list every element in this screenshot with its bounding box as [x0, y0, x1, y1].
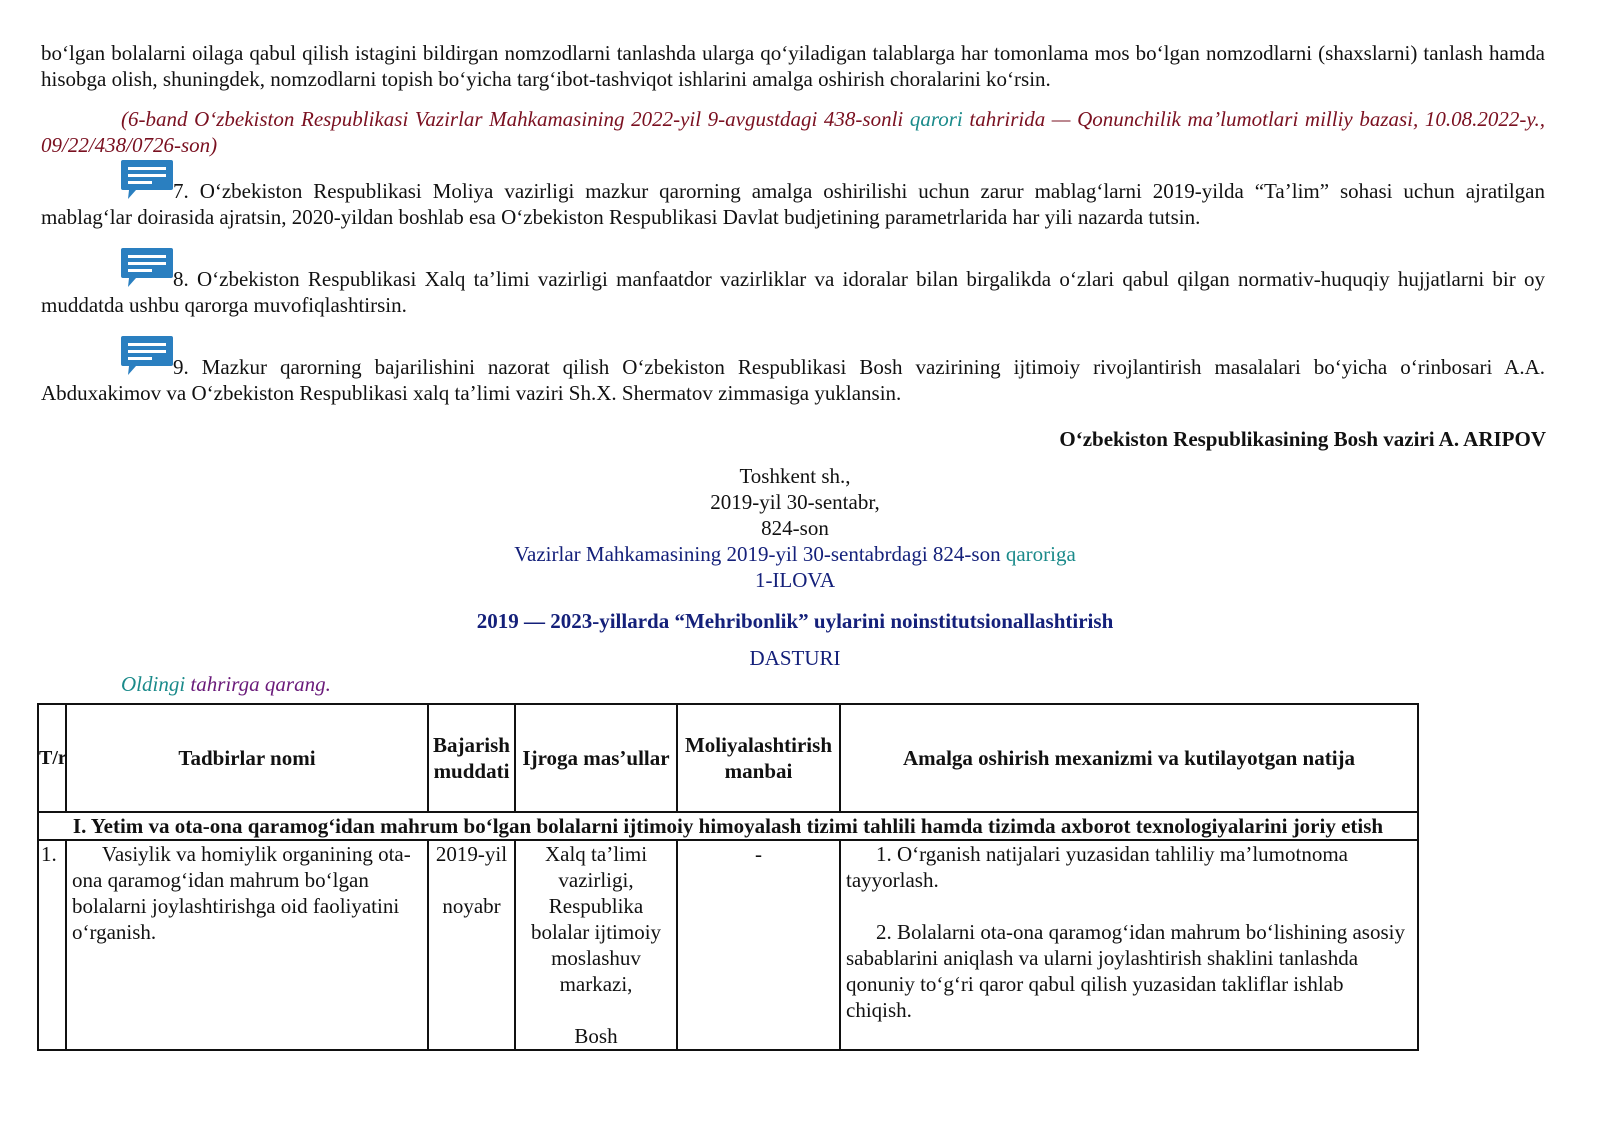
annex-label: 1-ILOVA: [754, 568, 836, 592]
table-header-row: [38, 704, 1418, 812]
decree-item-7: 7. O‘zbekiston Respublikasi Moliya vazirligi mazkur qarorning amalga oshirilishi uchun zarur mablag‘larni 2019-yilda “Ta’lim” sohasi uchun ajratilgan mablag‘lar doirasida ajratsin, 2020-yildan boshlab esa O‘zbekiston Respublikasi Davlat budjetining parametrlarida har yili nazarda tutsin.: [41, 179, 1545, 229]
amendment-note: [41, 106, 1545, 158]
section-title: I. Yetim va ota-ona qaramog‘idan mahrum bo‘lgan bolalarni ijtimoiy himoyalash tizimi tahlili hamda tizimda axborot texnologiyalarini joriy etish: [38, 812, 1418, 840]
decree-item-8: 8. O‘zbekiston Respublikasi Xalq ta’limi vazirligi manfaatdor vazirliklar va idoralar bilan birgalikda o‘zlari qabul qilgan normativ-huquqiy hujjatlarni bir oy muddatda ushbu qarorga muvofiqlashtirsin.: [41, 267, 1545, 317]
mechanism-point-2: 2. Bolalarni ota-ona qaramog‘idan mahrum bo‘lishining asosiy sabablarini aniqlash va ularni joylashtirish shaklini tanlashda qonuniy to‘g‘ri qaror qabul qilish yuzasidan takliflar ishlab chiqish.: [846, 920, 1405, 1022]
cell-executors: [515, 840, 677, 1050]
cell-mechanism: [840, 840, 1418, 1050]
amendment-note-text-end: tahririda — Qonunchilik ma’lumotlari milliy bazasi, 10.08.2022-y., 09/22/438/0726-son): [41, 107, 1545, 157]
header-deadline: Bajarish muddati: [428, 704, 515, 812]
annex-reference: [0, 541, 1590, 567]
executors-text: Xalq ta’limi vazirligi, Respublika bolalar ijtimoiy moslashuv markazi,: [530, 842, 662, 996]
header-event-name: Tadbirlar nomi: [66, 704, 428, 812]
table-row: [38, 840, 1418, 1050]
header-funding: Moliyalashtirish manbai: [677, 704, 840, 812]
cell-number: 1.: [38, 840, 66, 1050]
decree-item-9: 9. Mazkur qarorning bajarilishini nazorat qilish O‘zbekiston Respublikasi Bosh vazirining ijtimoiy rivojlantirish masalalari bo‘yicha o‘rinbosari A.A. Abduxakimov va O‘zbekiston Respublikasi xalq ta’limi vaziri Sh.X. Shermatov zimmasiga yuklansin.: [41, 355, 1545, 405]
mechanism-point-1: 1. O‘rganish natijalari yuzasidan tahliliy ma’lumotnoma tayyorlash.: [846, 842, 1348, 892]
amendment-note-text: (6-band O‘zbekiston Respublikasi Vazirlar Mahkamasining 2022-yil 9-avgustdagi 438-sonli: [121, 107, 910, 131]
program-title: 2019 — 2023-yillarda “Mehribonlik” uylarini noinstitutsionallashtirish: [476, 609, 1114, 633]
deadline-month: noyabr: [442, 894, 501, 918]
previous-edition-note: [121, 671, 331, 697]
cell-funding: -: [677, 840, 840, 1050]
date: 2019-yil 30-sentabr,: [710, 490, 880, 514]
signature: O‘zbekiston Respublikasining Bosh vaziri A. ARIPOV: [1059, 427, 1546, 451]
deadline-year: 2019-yil: [435, 842, 508, 866]
paragraph-continuation: bo‘lgan bolalarni oilaga qabul qilish istagini bildirgan nomzodlarni tanlashda ularga qo‘yiladigan talablarga har tomonlama mos bo‘lgan nomzodlarni (shaxslarni) tanlash hamda hisobga olish, shuningdek, nomzodlarni topish bo‘yicha targ‘ibot-tashviqot ishlarini amalga oshirish choralarini ko‘rsin.: [41, 41, 1545, 91]
header-number: T/r: [38, 704, 66, 812]
previous-edition-link-text[interactable]: tahrirga qarang.: [185, 672, 331, 696]
section-row: [38, 812, 1418, 840]
header-mechanism: Amalga oshirish mexanizmi va kutilayotgan natija: [840, 704, 1418, 812]
annex-reference-text: Vazirlar Mahkamasining 2019-yil 30-sentabrdagi 824-son: [514, 542, 1006, 566]
decree-number: 824-son: [761, 516, 829, 540]
annex-reference-link[interactable]: qaroriga: [1005, 542, 1076, 566]
previous-edition-link[interactable]: Oldingi: [121, 672, 186, 696]
executors-text-continued: Bosh: [574, 1024, 618, 1048]
program-subtitle: DASTURI: [749, 646, 841, 670]
place: Toshkent sh.,: [739, 464, 851, 488]
header-executors: Ijroga mas’ullar: [515, 704, 677, 812]
program-table: [37, 703, 1419, 1051]
cell-event-name: Vasiylik va homiylik organining ota-ona qaramog‘idan mahrum bo‘lgan bolalarni joylashtirishga oid faoliyatini o‘rganish.: [66, 840, 428, 1050]
cell-deadline: [428, 840, 515, 1050]
amendment-link[interactable]: qarori: [909, 107, 963, 131]
